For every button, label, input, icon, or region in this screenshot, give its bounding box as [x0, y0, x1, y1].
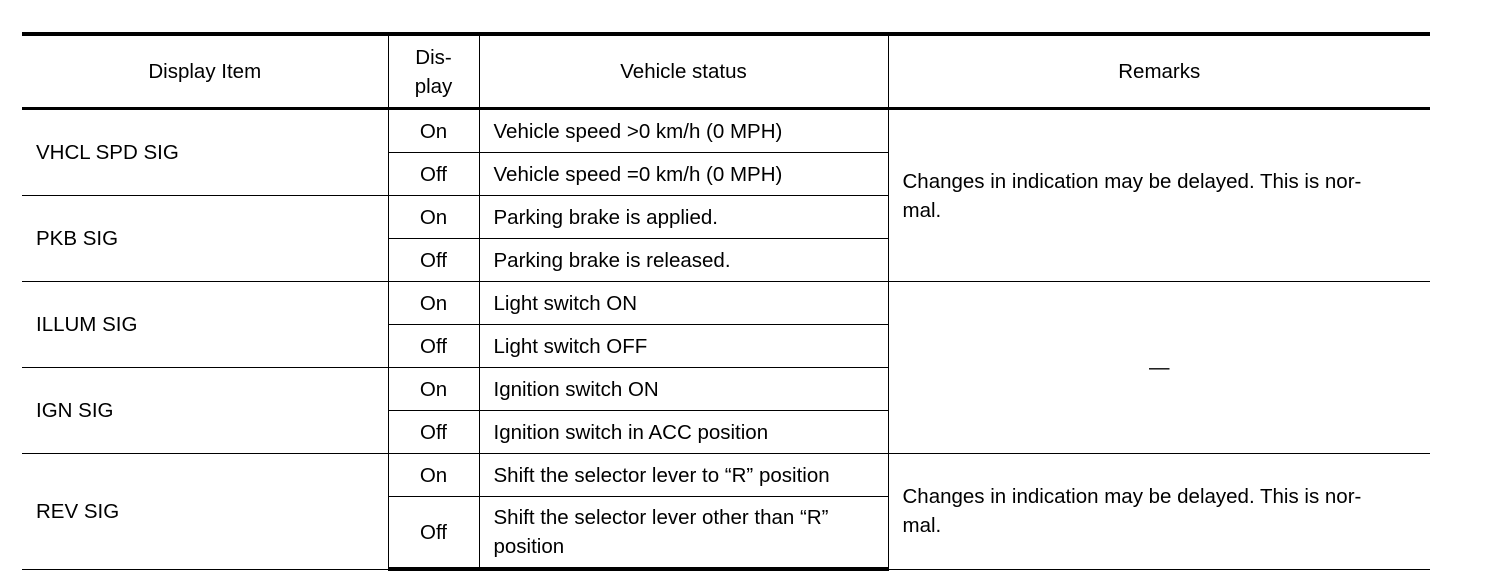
vehicle-status-cell: Vehicle speed >0 km/h (0 MPH)	[479, 109, 888, 153]
display-item-cell: VHCL SPD SIG	[22, 109, 388, 196]
display-value-cell: Off	[388, 153, 479, 196]
display-item-cell: ILLUM SIG	[22, 282, 388, 368]
vehicle-status-cell: Parking brake is applied.	[479, 196, 888, 239]
display-value-cell: On	[388, 454, 479, 497]
table-row	[22, 109, 1430, 153]
header-display-line1: Dis-	[415, 45, 452, 69]
remarks-cell	[888, 109, 1430, 282]
remarks-line1: Changes in indication may be delayed. This is nor-	[902, 169, 1362, 193]
vehicle-status-cell: Shift the selector lever to “R” position	[479, 454, 888, 497]
display-value-cell: Off	[388, 239, 479, 282]
table-row	[22, 282, 1430, 325]
display-value-cell: On	[388, 196, 479, 239]
header-vehicle-status: Vehicle status	[479, 34, 888, 109]
header-remarks: Remarks	[888, 34, 1430, 109]
display-value-cell: Off	[388, 325, 479, 368]
table-header-row	[22, 34, 1430, 109]
remarks-cell-dash: —	[888, 282, 1430, 454]
display-value-cell: Off	[388, 411, 479, 454]
display-item-cell: REV SIG	[22, 454, 388, 570]
header-display-line2: play	[414, 74, 453, 98]
remarks-line2: mal.	[902, 514, 942, 538]
remarks-line2: mal.	[902, 198, 942, 222]
remarks-cell	[888, 454, 1430, 570]
display-value-cell: Off	[388, 497, 479, 570]
vehicle-status-cell: Light switch OFF	[479, 325, 888, 368]
display-value-cell: On	[388, 282, 479, 325]
vehicle-status-cell: Parking brake is released.	[479, 239, 888, 282]
header-display-item: Display Item	[22, 34, 388, 109]
display-item-table	[22, 32, 1430, 571]
vehicle-status-cell: Ignition switch ON	[479, 368, 888, 411]
vehicle-status-cell	[479, 497, 888, 570]
display-value-cell: On	[388, 109, 479, 153]
vehicle-status-line2: position	[493, 535, 565, 558]
display-item-cell: IGN SIG	[22, 368, 388, 454]
display-item-cell: PKB SIG	[22, 196, 388, 282]
vehicle-status-cell: Vehicle speed =0 km/h (0 MPH)	[479, 153, 888, 196]
table-row	[22, 454, 1430, 497]
vehicle-status-cell: Ignition switch in ACC position	[479, 411, 888, 454]
header-display	[388, 34, 479, 109]
vehicle-status-line1: Shift the selector lever other than “R”	[493, 506, 829, 529]
vehicle-status-cell: Light switch ON	[479, 282, 888, 325]
remarks-line1: Changes in indication may be delayed. This is nor-	[902, 485, 1362, 509]
display-value-cell: On	[388, 368, 479, 411]
